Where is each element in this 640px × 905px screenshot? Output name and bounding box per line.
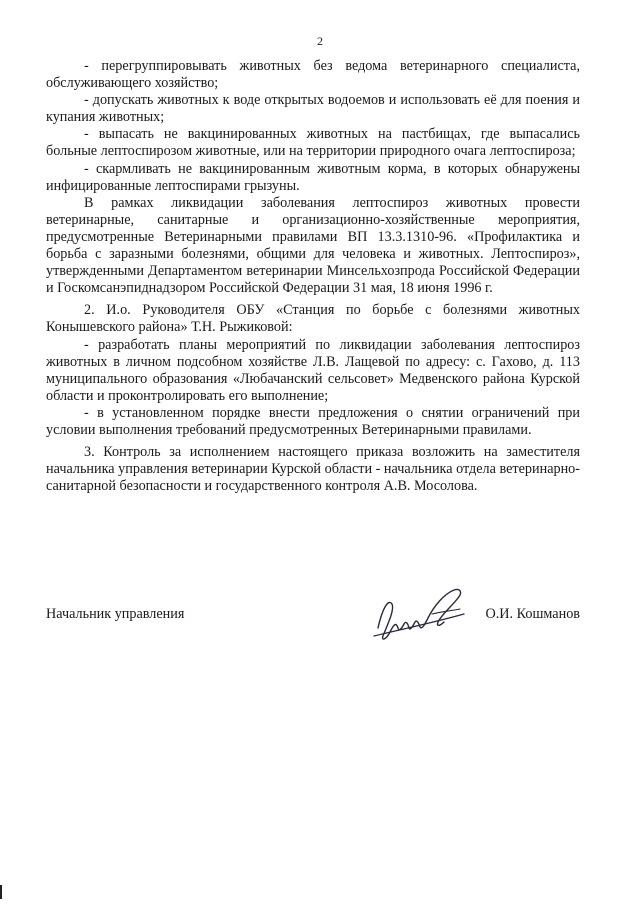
- signatory-name: О.И. Кошманов: [485, 606, 580, 622]
- prohibition-item-feeding: - скармливать не вакцинированным животным корма, в которых обнаружены инфицированные лептоспирами грызуны.: [46, 160, 580, 194]
- page-number: 2: [317, 34, 323, 48]
- prohibition-item-watering: - допускать животных к воде открытых водоемов и использовать её для поения и купания животных;: [46, 92, 580, 126]
- signature-block: [46, 606, 580, 646]
- prohibition-item-regroup: - перегруппировывать животных без ведома ветеринарного специалиста, обслуживающего хозяйство;: [46, 58, 580, 92]
- prohibition-item-grazing: - выпасать не вакцинированных животных на пастбищах, где выпасались больные лептоспирозом животные, или на территории природного очага лептоспироза;: [46, 126, 580, 160]
- handwritten-signature: [368, 584, 480, 648]
- measures-paragraph: В рамках ликвидации заболевания лептоспироз животных провести ветеринарные, санитарные и организационно-хозяйственные мероприятия, предусмотренные Ветеринарными правилами ВП 13.3.1310-96. «Профилактика и борьба с заразными болезнями, общими для человека и животных. Лептоспироз», утвержденными Департаментом ветеринарии Минсельхозпрода Российской Федерации и Госкомсанэпиднадзором Российской Федерации 31 мая, 18 июня 1996 г.: [46, 194, 580, 297]
- signatory-position: Начальник управления: [46, 606, 185, 622]
- scan-edge-mark: [0, 885, 2, 899]
- clause-3-control: 3. Контроль за исполнением настоящего приказа возложить на заместителя начальника управления ветеринарии Курской области - начальника отдела ветеринарно-санитарной безопасности и государственного контроля А.В. Мосолова.: [46, 444, 580, 495]
- clause-2-heading: 2. И.о. Руководителя ОБУ «Станция по борьбе с болезнями животных Конышевского района» Т.Н. Рыжиковой:: [46, 302, 580, 336]
- document-body: [46, 58, 580, 495]
- clause-2-item-proposals: - в установленном порядке внести предложения о снятии ограничений при условии выполнения требований предусмотренных Ветеринарными правилами.: [46, 404, 580, 438]
- clause-2-item-plans: - разработать планы мероприятий по ликвидации заболевания лептоспироз животных в личном подсобном хозяйстве Л.В. Лащевой по адресу: с. Гахово, д. 113 муниципального образования «Любачанский сельсовет» Медвенского района Курской области и проконтролировать его выполнение;: [46, 336, 580, 404]
